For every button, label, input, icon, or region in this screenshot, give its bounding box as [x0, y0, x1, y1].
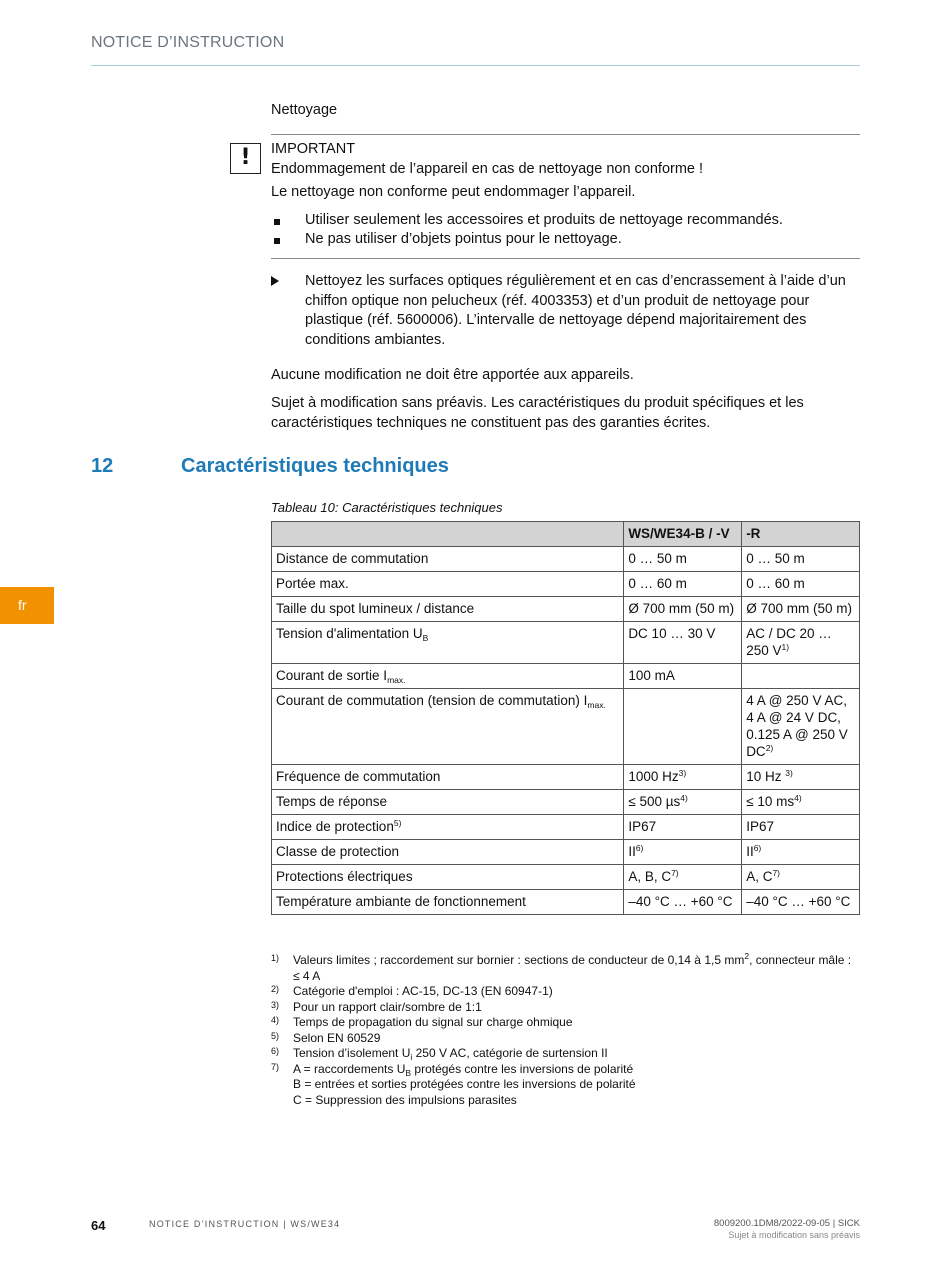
cell-text: Indice de protection [276, 819, 394, 834]
footnote-mark: 6) [271, 1046, 280, 1056]
table-row [272, 622, 860, 664]
cell-text: ≤ 500 µs [628, 794, 681, 809]
value-cell-r [742, 689, 860, 765]
value-cell-r [742, 890, 860, 915]
footnote-ref: 1) [781, 642, 790, 652]
footnote-ref: 7) [671, 868, 679, 878]
value-cell-bv [624, 790, 742, 815]
footnote [271, 953, 860, 984]
footnote-ref: 7) [772, 868, 781, 878]
footnote-ref: 3) [785, 768, 793, 778]
chapter-number: 12 [91, 455, 114, 477]
footnote-text: Pour un rapport clair/sombre de 1:1 [293, 999, 482, 1014]
value-cell-bv [624, 765, 742, 790]
footnote-text: protégés contre les inversions de polarité [411, 1061, 634, 1076]
value-cell-bv [624, 689, 742, 765]
column-header: WS/WE34-B / -V [624, 522, 742, 547]
row-label-cell [272, 572, 624, 597]
table-header-row [272, 522, 860, 547]
subscript: max. [587, 700, 606, 710]
paragraph-disclaimer: Sujet à modification sans préavis. Les caractéristiques du produit spécifiques et les caractéristiques techniques ne constituent pas des garanties écrites. [271, 395, 804, 431]
row-label-cell [272, 890, 624, 915]
row-label-cell [272, 790, 624, 815]
cell-text: ≤ 10 ms [746, 794, 795, 809]
row-label-cell [272, 865, 624, 890]
footnote-ref: 5) [393, 818, 402, 828]
cell-text: Protections électriques [276, 869, 413, 884]
footnote-text: 250 V AC, catégorie de surtension II [412, 1046, 608, 1060]
value-cell-bv [624, 597, 742, 622]
notice-top-rule [271, 134, 860, 135]
value-cell-bv [624, 572, 742, 597]
cell-text: II [628, 844, 636, 859]
value-cell-bv [624, 664, 742, 689]
value-cell-r [742, 840, 860, 865]
footnote-text: Tension d’isolement U [293, 1046, 411, 1060]
cell-text: Courant de sortie I [276, 668, 388, 683]
section-subheading: Nettoyage [271, 102, 338, 118]
value-cell-r [742, 622, 860, 664]
cell-text: Tension d'alimentation U [276, 626, 423, 641]
row-label-cell [272, 815, 624, 840]
header-divider [91, 65, 860, 66]
table-row [272, 790, 860, 815]
value-cell-r [742, 664, 860, 689]
footnote [271, 1062, 860, 1078]
row-label-cell [272, 664, 624, 689]
important-label: IMPORTANT [271, 141, 356, 157]
page-number: 64 [91, 1218, 106, 1233]
footnote-mark: 7) [271, 1061, 280, 1072]
footnote-ref: 6) [753, 843, 762, 853]
important-heading: Endommagement de l’appareil en cas de nettoyage non conforme ! [271, 161, 704, 177]
footnote-mark: 5) [271, 1030, 280, 1041]
table-row [272, 815, 860, 840]
footnote-ref: 3) [678, 768, 687, 778]
value-cell-bv [624, 840, 742, 865]
cell-text: 100 mA [628, 668, 675, 683]
value-cell-r [742, 547, 860, 572]
table-row [272, 765, 860, 790]
instruction-step [271, 272, 860, 350]
table-row [272, 865, 860, 890]
value-cell-r [742, 597, 860, 622]
footnote-ref: 2) [765, 743, 774, 753]
cell-text: Portée max. [276, 576, 349, 591]
step-text: Nettoyez les surfaces optiques régulièrement et en cas d’encrassement à l’aide d’un chiffon optique non pelucheux (réf. 4003353) et d’un produit de nettoyage pour plastique (réf. 5600006). L’intervalle de nettoyage dépend majoritairement des conditions ambiantes. [305, 273, 846, 348]
cell-text: Temps de réponse [276, 794, 388, 809]
cell-text: 0 … 50 m [746, 551, 805, 566]
cell-text: IP67 [628, 819, 657, 834]
spec-table [271, 521, 860, 915]
bullet-icon [274, 238, 280, 244]
cell-text: Ø 700 mm (50 m) [628, 601, 735, 616]
notice-bottom-rule [271, 258, 860, 259]
value-cell-bv [624, 815, 742, 840]
footnote-ref: 4) [680, 793, 688, 803]
value-cell-r [742, 765, 860, 790]
footnote-script: B [405, 1067, 412, 1078]
value-cell-bv [624, 890, 742, 915]
value-cell-bv [624, 865, 742, 890]
cell-text: Classe de protection [276, 844, 400, 859]
cell-text: AC / DC 20 … 250 V [746, 626, 832, 658]
table-row [272, 840, 860, 865]
column-header [272, 522, 624, 547]
footnote-ref: 6) [635, 843, 644, 853]
cell-text: 0 … 60 m [746, 576, 805, 591]
row-label-cell [272, 547, 624, 572]
cell-text: DC 10 … 30 V [628, 626, 716, 641]
running-header: NOTICE D’INSTRUCTION [91, 34, 285, 51]
cell-text: 0 … 60 m [628, 576, 687, 591]
cell-text: Température ambiante de fonctionnement [276, 894, 526, 909]
footer-doc-ref: 8009200.1DM8/2022-09-05 | SICK [713, 1218, 860, 1229]
cell-text: IP67 [746, 819, 774, 834]
paragraph-no-modification: Aucune modification ne doit être apportée aux appareils. [271, 367, 634, 383]
bullet-text: Ne pas utiliser d’objets pointus pour le nettoyage. [305, 231, 622, 247]
cell-text: Courant de commutation (tension de commutation) I [276, 693, 588, 708]
column-header: -R [742, 522, 860, 547]
value-cell-r [742, 865, 860, 890]
footer-disclaimer: Sujet à modification sans préavis [728, 1230, 860, 1240]
table-caption: Tableau 10: Caractéristiques techniques [271, 500, 503, 515]
arrow-right-icon [271, 276, 279, 286]
footnote [271, 1046, 860, 1062]
table-row [272, 689, 860, 765]
table-row [272, 890, 860, 915]
cell-text: Fréquence de commutation [276, 769, 441, 784]
footnote [271, 984, 860, 1000]
important-text: Le nettoyage non conforme peut endommager l’appareil. [271, 184, 636, 200]
cell-text: 1000 Hz [628, 769, 679, 784]
value-cell-r [742, 815, 860, 840]
cell-text: Taille du spot lumineux / distance [276, 601, 475, 616]
cell-text: 4 A @ 250 V AC, 4 A @ 24 V DC, 0.125 A @ 250 V DC [746, 693, 848, 759]
footnote-text: Catégorie d'emploi : AC-15, DC-13 (EN 60947-1) [293, 984, 553, 998]
language-tab: fr [0, 587, 54, 624]
subscript: B [422, 633, 429, 643]
cell-text: –40 °C … +60 °C [628, 894, 733, 909]
footnote-mark: 4) [271, 1015, 280, 1025]
cell-text: Distance de commutation [276, 551, 429, 566]
footnote-continuation: C = Suppression des impulsions parasites [293, 1092, 517, 1107]
chapter-title: Caractéristiques techniques [181, 455, 449, 477]
footnote-text: Valeurs limites ; raccordement sur bornier : sections de conducteur de 0,14 à 1,5 mm [293, 953, 745, 967]
footnote-script: i [410, 1052, 413, 1062]
footnotes [271, 953, 860, 1108]
bullet-icon [274, 219, 280, 225]
cell-text: II [746, 844, 754, 859]
footnote-ref: 4) [794, 793, 802, 803]
cell-text: –40 °C … +60 °C [746, 894, 851, 909]
footnote-mark: 2) [271, 984, 280, 994]
cell-text: 0 … 50 m [628, 551, 687, 566]
footnote [271, 1015, 860, 1031]
footnote [271, 1031, 860, 1047]
footnote-mark: 1) [271, 953, 280, 963]
value-cell-bv [624, 622, 742, 664]
table-row [272, 597, 860, 622]
footnote-continuation: B = entrées et sorties protégées contre les inversions de polarité [293, 1077, 636, 1091]
exclamation-icon: ! [230, 143, 261, 174]
value-cell-bv [624, 547, 742, 572]
subscript: max. [387, 675, 406, 685]
footnote-text: , connecteur mâle : ≤ 4 A [293, 953, 852, 983]
row-label-cell [272, 622, 624, 664]
row-label-cell [272, 840, 624, 865]
table-row [272, 664, 860, 689]
cell-text: 10 Hz [746, 769, 786, 784]
cell-text: A, C [746, 869, 773, 884]
footer-doc-title: NOTICE D’INSTRUCTION | WS/WE34 [149, 1219, 341, 1229]
cell-text: Ø 700 mm (50 m) [746, 601, 852, 616]
cell-text: A, B, C [628, 869, 672, 884]
value-cell-r [742, 572, 860, 597]
footnote-mark: 3) [271, 999, 280, 1010]
table-row [272, 572, 860, 597]
value-cell-r [742, 790, 860, 815]
row-label-cell [272, 765, 624, 790]
table-row [272, 547, 860, 572]
row-label-cell [272, 597, 624, 622]
footnote-text: Temps de propagation du signal sur charge ohmique [293, 1015, 573, 1029]
footnote-text: A = raccordements U [293, 1061, 406, 1076]
bullet-text: Utiliser seulement les accessoires et produits de nettoyage recommandés. [305, 212, 783, 228]
footnote [271, 1000, 860, 1016]
footnote-text: Selon EN 60529 [293, 1030, 381, 1045]
footnote-script: 2 [744, 951, 750, 961]
row-label-cell [272, 689, 624, 765]
